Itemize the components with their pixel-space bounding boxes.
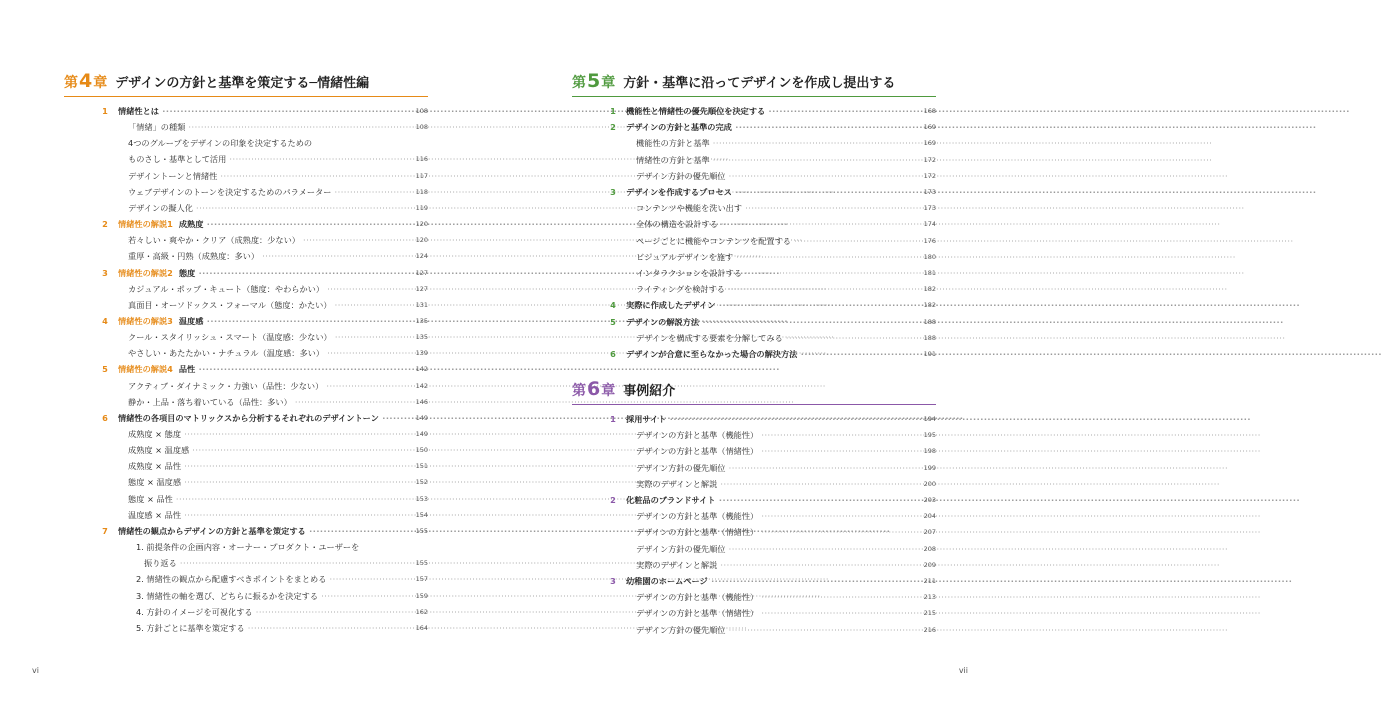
section-number: 2 — [102, 219, 108, 230]
toc-entry[interactable] — [64, 523, 428, 539]
page-number: 108 — [415, 123, 428, 132]
page-number-right: vii — [958, 666, 968, 675]
chapter-5-number: 5 — [587, 70, 601, 92]
toc-entry[interactable] — [572, 297, 936, 313]
toc-entry-text: デザインを構成する要素を分解してみる — [636, 332, 783, 343]
toc-entry[interactable] — [572, 411, 936, 427]
section-number: 1 — [610, 414, 616, 424]
page-number: 118 — [415, 187, 428, 196]
page-number: 209 — [923, 560, 936, 569]
toc-entry-text: 温度感 — [178, 315, 204, 326]
page-number: 174 — [923, 220, 936, 229]
page-number: 117 — [415, 171, 428, 180]
toc-entry[interactable] — [64, 442, 428, 458]
toc-entry[interactable] — [64, 491, 428, 507]
toc-entry-text: デザインの方針と基準（機能性） — [636, 430, 759, 441]
toc-entry[interactable] — [64, 216, 428, 232]
toc-entry-label — [128, 184, 414, 200]
chapter-6-heading — [572, 380, 936, 402]
page-number: 216 — [923, 625, 936, 634]
toc-entry[interactable] — [64, 248, 428, 264]
page-number: 142 — [415, 381, 428, 390]
toc-entry[interactable] — [572, 103, 936, 119]
toc-entry-text: 態度 × 品性 — [128, 493, 173, 504]
toc-entry-text: 4. 方針のイメージを可視化する — [136, 606, 253, 617]
toc-entry-label — [128, 297, 414, 313]
toc-entry[interactable] — [64, 135, 428, 151]
toc-entry-text: デザインが合意に至らなかった場合の解決方法 — [626, 349, 798, 359]
page-number: 124 — [415, 252, 428, 261]
toc-entry-text: 成熟度 — [178, 219, 204, 230]
toc-entry[interactable] — [572, 508, 936, 524]
toc-entry-label — [626, 297, 922, 313]
toc-entry-text: ページごとに機能やコンテンツを配置する — [636, 235, 791, 246]
chapter-6-number: 6 — [587, 378, 601, 400]
chapter-5-title: 方針・基準に沿ってデザインを作成し提出する — [623, 76, 896, 91]
toc-entry-label — [128, 491, 414, 507]
page-number: 169 — [923, 139, 936, 148]
toc-entry-text: 5. 方針ごとに基準を策定する — [136, 622, 245, 633]
toc-entry-text: 化粧品のブランドサイト — [626, 495, 716, 505]
toc-entry-label — [128, 248, 414, 264]
toc-entry-label — [128, 458, 414, 474]
toc-entry-label — [636, 135, 922, 151]
toc-entry-label — [636, 233, 922, 249]
toc-entry[interactable] — [64, 378, 428, 394]
toc-entry[interactable] — [572, 476, 936, 492]
toc-entry-text: デザインの方針と基準（情緒性） — [636, 527, 759, 538]
page-number: 154 — [415, 510, 428, 519]
toc-entry[interactable] — [64, 458, 428, 474]
page-number: 116 — [415, 155, 428, 164]
toc-entry[interactable] — [64, 329, 428, 345]
toc-entry-label — [636, 443, 922, 459]
page-number: 142 — [415, 365, 428, 374]
toc-entry-label — [118, 361, 414, 377]
toc-entry-label — [626, 314, 922, 330]
page-number: 119 — [415, 203, 428, 212]
toc-entry-label — [636, 200, 922, 216]
chapter-4-title: デザインの方針と基準を策定する─情緒性編 — [115, 76, 370, 91]
toc-entry[interactable] — [64, 474, 428, 490]
toc-entry-text: 情緒性の観点からデザインの方針と基準を策定する — [118, 525, 306, 536]
toc-entry-text: アクティブ・ダイナミック・力強い（品性：少ない） — [128, 380, 324, 391]
page-number: 127 — [415, 284, 428, 293]
toc-entry[interactable] — [572, 427, 936, 443]
toc-entry[interactable] — [64, 103, 428, 119]
page-number: 199 — [923, 463, 936, 472]
page-number: 168 — [923, 107, 936, 115]
section-kicker: 情緒性の解説2 — [118, 267, 173, 278]
toc-entry[interactable] — [572, 622, 936, 638]
toc-entry[interactable] — [572, 216, 936, 232]
section-number: 6 — [102, 412, 108, 423]
toc-entry-text: 全体の構造を設計する — [636, 219, 718, 230]
toc-entry[interactable] — [64, 184, 428, 200]
toc-entry-text: クール・スタイリッシュ・スマート（温度感：少ない） — [128, 332, 332, 343]
toc-entry-label — [136, 604, 414, 620]
page-number: 139 — [415, 349, 428, 358]
section-kicker: 情緒性の解説4 — [118, 364, 173, 375]
toc-entry-text: 情緒性の方針と基準 — [636, 154, 710, 165]
section-number: 5 — [610, 316, 616, 327]
toc-entry-label — [636, 265, 922, 281]
toc-entry-label — [636, 508, 922, 524]
toc-entry[interactable] — [64, 426, 428, 442]
toc-entry-text: デザイン方針の優先順位 — [636, 170, 726, 181]
page-number: 198 — [923, 447, 936, 456]
page-number: 135 — [415, 316, 428, 325]
toc-entry-text: デザインの方針と基準の完成 — [626, 122, 732, 133]
toc-entry[interactable] — [64, 200, 428, 216]
toc-entry[interactable] — [572, 330, 936, 346]
toc-entry-text: 「情緒」の種類 — [128, 122, 186, 133]
page-number: 191 — [923, 350, 936, 358]
page-number: 155 — [415, 559, 428, 568]
toc-entry-label — [118, 265, 414, 281]
chapter-6-dai: 第 — [572, 383, 586, 399]
toc-entry-text: デザインの擬人化 — [128, 202, 193, 213]
chapter-5-sho: 章 — [601, 75, 616, 91]
toc-entry-label — [128, 329, 414, 345]
page-number: 203 — [923, 496, 936, 504]
toc-entry[interactable] — [572, 281, 936, 297]
page-number: 127 — [415, 268, 428, 277]
page-number: 120 — [415, 236, 428, 245]
toc-entry-label — [636, 541, 922, 557]
toc-entry[interactable] — [64, 265, 428, 281]
page-number: 195 — [923, 431, 936, 440]
toc-entry-label — [118, 523, 414, 539]
section-number: 4 — [610, 300, 616, 311]
toc-entry[interactable] — [572, 265, 936, 281]
toc-entry-label — [636, 605, 922, 621]
page-number: 169 — [923, 123, 936, 132]
toc-entry[interactable] — [572, 573, 936, 589]
chapter-6-title: 事例紹介 — [623, 384, 676, 399]
toc-entry-label — [128, 474, 414, 490]
toc-entry[interactable] — [64, 313, 428, 329]
section-number: 2 — [610, 495, 616, 505]
toc-entry-text: デザインの方針と基準（情緒性） — [636, 608, 759, 619]
toc-entry-label — [636, 622, 922, 638]
toc-entry-text: 静か・上品・落ち着いている（品性：多い） — [128, 396, 292, 407]
chapter-4-heading — [64, 72, 428, 94]
page-number: 151 — [415, 462, 428, 471]
toc-entry-text: デザインを作成するプロセス — [626, 187, 732, 197]
toc-entry-text: 成熟度 × 品性 — [128, 461, 182, 472]
toc-entry-text: 態度 × 温度感 — [128, 477, 182, 488]
toc-entry-text: 態度 — [178, 267, 196, 278]
toc-entry-text: コンテンツや機能を洗い出す — [636, 203, 743, 214]
toc-entry-label — [636, 557, 922, 573]
toc-entry[interactable] — [572, 135, 936, 151]
toc-entry[interactable] — [64, 281, 428, 297]
page-number: 153 — [415, 494, 428, 503]
toc-entry[interactable] — [64, 620, 428, 636]
toc-entry[interactable] — [64, 588, 428, 604]
toc-entry[interactable] — [64, 151, 428, 167]
page-number: 182 — [923, 285, 936, 294]
toc-entry[interactable] — [572, 314, 936, 330]
toc-entry-text: 成熟度 × 温度感 — [128, 445, 190, 456]
page-number: 176 — [923, 236, 936, 245]
page-number: 181 — [923, 269, 936, 277]
page-number: 152 — [415, 478, 428, 487]
toc-entry-text: ライティングを検討する — [636, 284, 725, 295]
toc-entry[interactable] — [572, 168, 936, 184]
page-number-left: vi — [32, 666, 39, 675]
toc-entry-text: 品性 — [178, 364, 196, 375]
toc-entry[interactable] — [572, 589, 936, 605]
toc-entry-label — [136, 620, 414, 636]
toc-entry-text: 重厚・高級・円熟（成熟度：多い） — [128, 251, 260, 262]
page-number: 149 — [415, 413, 428, 422]
toc-entry-text: 真面目・オーソドックス・フォーマル（態度：かたい） — [128, 299, 332, 310]
page-number: 131 — [415, 300, 428, 309]
toc-entry-text: ビジュアルデザインを施す — [636, 251, 734, 262]
page-number: 173 — [923, 204, 936, 213]
section-number: 3 — [610, 187, 616, 197]
toc-entry-text: 情緒性の各項目のマトリックスから分析するそれぞれのデザイントーン — [118, 412, 379, 423]
page-number: 146 — [415, 397, 428, 406]
page-number: 155 — [415, 526, 428, 535]
toc-entry-text: 実際に作成したデザイン — [626, 300, 716, 311]
toc-entry[interactable] — [572, 233, 936, 249]
toc-entry-label — [626, 119, 922, 135]
section-number: 6 — [610, 349, 616, 359]
toc-entry-label — [128, 151, 414, 167]
toc-entry-label — [626, 103, 922, 119]
page-number: 213 — [923, 593, 936, 602]
toc-entry-label — [128, 378, 414, 394]
section-number: 1 — [610, 106, 616, 116]
toc-entry-text: デザイントーンと情緒性 — [128, 170, 218, 181]
toc-entry-label — [128, 507, 414, 523]
toc-entry-label — [128, 119, 414, 135]
toc-entry-label — [118, 216, 414, 232]
toc-entry[interactable] — [572, 184, 936, 200]
toc-entry-label — [118, 313, 414, 329]
toc-entry-label — [636, 249, 922, 265]
toc-entry[interactable] — [572, 119, 936, 135]
toc-entry[interactable] — [572, 200, 936, 216]
toc-entry-label — [626, 411, 922, 427]
toc-entry-text: 機能性の方針と基準 — [636, 138, 710, 149]
page-number: 215 — [923, 609, 936, 618]
toc-entry[interactable] — [572, 541, 936, 557]
page-number: 208 — [923, 544, 936, 553]
page-number: 150 — [415, 446, 428, 455]
toc-entry-label — [128, 168, 414, 184]
toc-entry-text: 温度感 × 品性 — [128, 509, 182, 520]
toc-entry-text: デザインの方針と基準（機能性） — [636, 511, 759, 522]
toc-entry-label — [128, 426, 414, 442]
toc-entry-text: 3. 情緒性の軸を選び、どちらに振るかを決定する — [136, 590, 319, 601]
section-kicker: 情緒性の解説3 — [118, 315, 173, 326]
section-number: 2 — [610, 122, 616, 133]
toc-entry-text: デザイン方針の優先順位 — [636, 543, 726, 554]
page-number: 172 — [923, 171, 936, 180]
toc-entry-text: 4つのグループをデザインの印象を決定するための — [128, 138, 313, 149]
page-number: 182 — [923, 301, 936, 310]
toc-entry-label — [636, 152, 922, 168]
page-number: 188 — [923, 317, 936, 326]
toc-entry-text: 2. 情緒性の観点から配慮すべきポイントをまとめる — [136, 574, 327, 585]
toc-entry-text: ウェブデザインのトーンを決定するためのパラメーター — [128, 186, 332, 197]
page-number: 188 — [923, 333, 936, 342]
toc-entry[interactable] — [64, 539, 428, 555]
page-number: 108 — [415, 107, 428, 115]
chapter-4-number: 4 — [79, 70, 93, 92]
toc-entry-text: 1. 前提条件の企画内容・オーナー・プロダクト・ユーザーを — [136, 542, 360, 553]
toc-entry-text: 若々しい・爽やか・クリア（成熟度：少ない） — [128, 235, 300, 246]
section-number: 4 — [102, 315, 108, 326]
toc-entry[interactable] — [64, 571, 428, 587]
toc-entry-label — [636, 460, 922, 476]
toc-entry-label — [636, 216, 922, 232]
toc-entry-label — [144, 555, 414, 571]
section-kicker: 情緒性の解説1 — [118, 219, 173, 230]
toc-entry-label — [636, 427, 922, 443]
section-number: 3 — [610, 576, 616, 586]
toc-entry-text: 機能性と情緒性の優先順位を決定する — [626, 106, 766, 116]
page-number: 159 — [415, 591, 428, 600]
section-number: 5 — [102, 364, 108, 375]
toc-entry-text: ものさし・基準として活用 — [128, 154, 227, 165]
toc-entry[interactable] — [64, 119, 428, 135]
toc-entry-label — [626, 492, 922, 508]
toc-entry-label — [636, 476, 922, 492]
toc-entry-text: 振り返る — [144, 558, 177, 569]
page-number: 200 — [923, 479, 936, 488]
toc-entry[interactable] — [572, 346, 936, 362]
page-number: 135 — [415, 333, 428, 342]
toc-entry[interactable] — [64, 604, 428, 620]
toc-entry-text: デザインの方針と基準（機能性） — [636, 592, 759, 603]
toc-entry[interactable] — [64, 394, 428, 410]
section-number: 1 — [102, 106, 108, 116]
page-number: 204 — [923, 512, 936, 521]
toc-entry-text: インタラクションを設計する — [636, 268, 742, 278]
toc-entry[interactable] — [64, 297, 428, 313]
toc-entry[interactable] — [572, 605, 936, 621]
toc-entry[interactable] — [572, 249, 936, 265]
page-number: 173 — [923, 188, 936, 196]
page-number: 149 — [415, 430, 428, 438]
toc-entry-text: 成熟度 × 態度 — [128, 429, 182, 439]
toc-entry-text: 実際のデザインと解説 — [636, 478, 718, 489]
page-number: 172 — [923, 155, 936, 164]
toc-entry-label — [626, 573, 922, 589]
section-number: 3 — [102, 267, 108, 278]
toc-entry-label — [636, 330, 922, 346]
toc-entry-label — [636, 589, 922, 605]
chapter-6-sho: 章 — [601, 383, 616, 399]
toc-entry-label — [136, 588, 414, 604]
toc-entry[interactable] — [572, 524, 936, 540]
page-number: 194 — [923, 415, 936, 423]
toc-entry[interactable] — [64, 345, 428, 361]
page-number: 164 — [415, 623, 428, 632]
page-number: 180 — [923, 252, 936, 261]
toc-entry-text: デザインの解説方法 — [626, 316, 700, 327]
page-number: 162 — [415, 607, 428, 616]
toc-entry[interactable] — [572, 460, 936, 476]
toc-entry-text: カジュアル・ポップ・キュート（態度：やわらかい） — [128, 283, 325, 294]
toc-entry-label — [118, 103, 414, 119]
section-number: 7 — [102, 525, 108, 536]
toc-entry[interactable] — [64, 410, 428, 426]
toc-entry-label — [118, 410, 414, 426]
toc-entry[interactable] — [572, 557, 936, 573]
chapter-5-heading — [572, 72, 936, 94]
page-number: 207 — [923, 528, 936, 537]
toc-entry[interactable] — [64, 232, 428, 248]
toc-entry[interactable] — [572, 152, 936, 168]
toc-entry-text: やさしい・あたたかい・ナチュラル（温度感：多い） — [128, 348, 325, 359]
toc-entry-label — [128, 232, 414, 248]
chapter-4-dai: 第 — [64, 75, 78, 91]
toc-entry[interactable] — [572, 492, 936, 508]
chapter-5-dai: 第 — [572, 75, 586, 91]
toc-entry-label — [136, 571, 414, 587]
page-number: 120 — [415, 220, 428, 229]
toc-entry[interactable] — [64, 168, 428, 184]
toc-entry-label — [128, 200, 414, 216]
toc-entry-label — [636, 168, 922, 184]
toc-entry[interactable] — [64, 555, 428, 571]
toc-entry-text: デザインの方針と基準（情緒性） — [636, 446, 759, 457]
toc-entry-text: 実際のデザインと解説 — [636, 559, 718, 570]
toc-entry-label — [136, 539, 360, 555]
toc-entry-label — [128, 442, 414, 458]
toc-entry-label — [636, 524, 922, 540]
toc-entry-label — [626, 184, 922, 200]
toc-entry-text: 採用サイト — [626, 414, 667, 424]
chapter-4-sho: 章 — [93, 75, 108, 91]
toc-entry-label — [636, 281, 922, 297]
toc-entry-label — [128, 281, 414, 297]
toc-entry[interactable] — [572, 443, 936, 459]
toc-entry-label — [128, 394, 414, 410]
toc-entry-text: 情緒性とは — [118, 106, 159, 116]
page-number: 157 — [415, 575, 428, 584]
page-number: 211 — [923, 577, 936, 585]
toc-entry-text: 幼稚園のホームページ — [626, 576, 708, 586]
toc-entry-text: デザイン方針の優先順位 — [636, 462, 726, 473]
toc-entry-text: デザイン方針の優先順位 — [636, 624, 726, 635]
toc-entry-label — [626, 346, 922, 362]
toc-entry-label — [128, 135, 328, 151]
toc-entry[interactable] — [64, 507, 428, 523]
toc-entry[interactable] — [64, 361, 428, 377]
toc-entry-label — [128, 345, 414, 361]
